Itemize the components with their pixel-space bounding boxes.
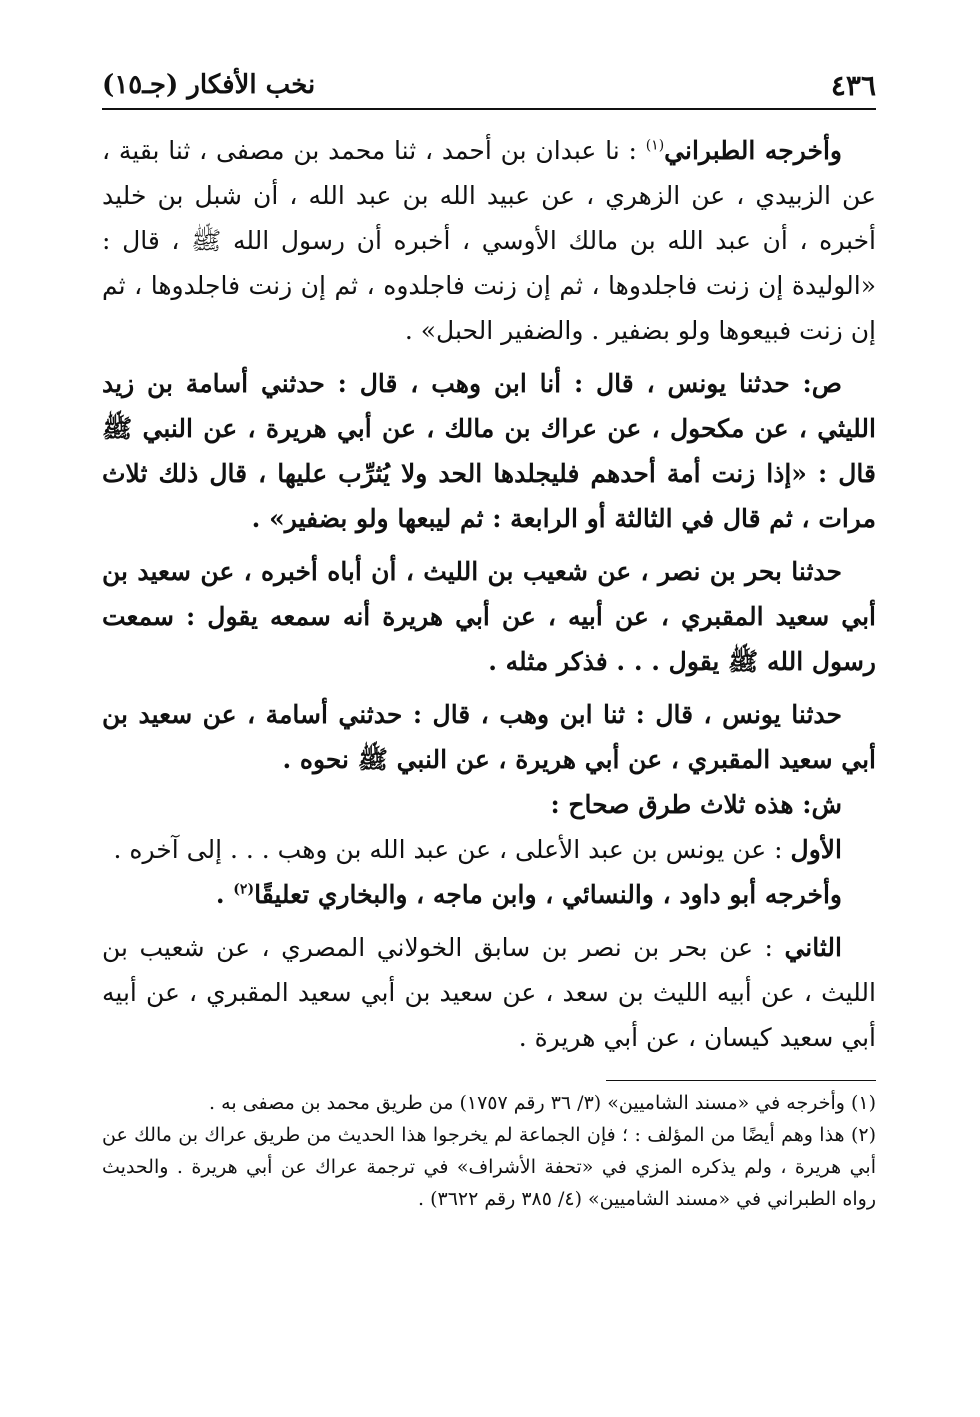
book-page — [102, 62, 876, 1215]
paragraph-lead: وأخرجه الطبراني — [664, 136, 842, 165]
running-header — [102, 62, 876, 110]
paragraph-tabarani — [102, 128, 876, 353]
paragraph-lead: الثاني — [784, 933, 842, 962]
paragraph-text: : عن يونس بن عبد الأعلى ، عن عبد الله بن وهب . . . إلى آخره . — [113, 835, 791, 864]
paragraph-lead: ص: — [802, 369, 842, 398]
paragraph-text: : عن بحر بن نصر بن سابق الخولاني المصري ، عن شعيب بن الليث ، عن أبيه الليث بن سعد ، عن سعيد بن أبي سعيد المقبري ، عن أبيه أبي سعيد كيسان ، عن أبي هريرة . — [102, 933, 876, 1052]
footnote-text: هذا وهم أيضًا من المؤلف : ؛ فإن الجماعة لم يخرجوا هذا الحديث من طريق عراك بن مالك عن أبي هريرة ، ولم يذكره المزي في «تحفة الأشراف» في ترجمة عراك عن أبي هريرة . والحديث رواه الطبراني في «مسند الشاميين» (٤/ ٣٨٥ رقم ٣٦٢٢) . — [102, 1124, 876, 1210]
paragraph-takhrij — [102, 872, 876, 917]
paragraph-text: وأخرجه أبو داود ، والنسائي ، وابن ماجه ، والبخاري تعليقًا — [254, 880, 842, 909]
paragraph-text: ش: هذه ثلاث طرق صحاح : — [550, 790, 842, 819]
footnote-1 — [102, 1087, 876, 1119]
main-text — [102, 128, 876, 1060]
paragraph-lead: الأول — [790, 835, 842, 864]
paragraph-bahr — [102, 549, 876, 684]
paragraph-sad-yunus — [102, 361, 876, 541]
paragraph-text: : نا عبدان بن أحمد ، ثنا محمد بن مصفى ، ثنا بقية ، عن الزبيدي ، عن الزهري ، عن عبيد الله بن عبد الله ، أن شبل بن خليد أخبره ، أن عبد الله بن مالك الأوسي ، أخبره أن رسول الله ﷺ ، قال : «الوليدة إن زنت فاجلدوها ، ثم إن زنت فاجلدوه ، ثم إن زنت فاجلدوها ، ثم إن زنت فبيعوها ولو بضفير . والضفير الحبل» . — [102, 136, 876, 345]
paragraph-tail: . — [215, 880, 234, 909]
paragraph-second — [102, 925, 876, 1060]
footnote-divider — [606, 1080, 876, 1081]
paragraph-yunus-2 — [102, 692, 876, 782]
footnote-ref-1: (١) — [645, 137, 665, 154]
footnote-ref-2: (٢) — [233, 881, 255, 898]
footnote-marker: (١) — [850, 1092, 876, 1114]
footnote-text: وأخرجه في «مسند الشاميين» (٣/ ٣٦ رقم ١٧٥٧) من طريق محمد بن مصفى به . — [209, 1092, 851, 1114]
paragraph-text: حدثنا يونس ، قال : أنا ابن وهب ، قال : حدثني أسامة بن زيد الليثي ، عن مكحول ، عن عراك بن مالك ، عن أبي هريرة ، عن النبي ﷺ قال : «إذا زنت أمة أحدهم فليجلدها الحد ولا يُثرِّب عليها ، قال ذلك ثلاث مرات ، ثم قال في الثالثة أو الرابعة : ثم ليبعها ولو بضفير» . — [102, 369, 876, 533]
page-number: ٤٣٦ — [830, 68, 876, 102]
footnote-2 — [102, 1119, 876, 1215]
footnote-marker: (٢) — [850, 1124, 876, 1146]
paragraph-text: حدثنا يونس ، قال : ثنا ابن وهب ، قال : حدثني أسامة ، عن سعيد بن أبي سعيد المقبري ، عن أبي هريرة ، عن النبي ﷺ نحوه . — [102, 700, 876, 774]
book-title: نخب الأفكار (جـ١٥) — [102, 70, 316, 100]
paragraph-text: حدثنا بحر بن نصر ، عن شعيب بن الليث ، أن أباه أخبره ، عن سعيد بن أبي سعيد المقبري ، عن أبيه ، عن أبي هريرة أنه سمعه يقول : سمعت رسول الله ﷺ يقول . . . فذكر مثله . — [102, 557, 876, 676]
paragraph-first — [102, 827, 876, 872]
footnotes — [102, 1087, 876, 1215]
paragraph-shin — [102, 782, 876, 827]
